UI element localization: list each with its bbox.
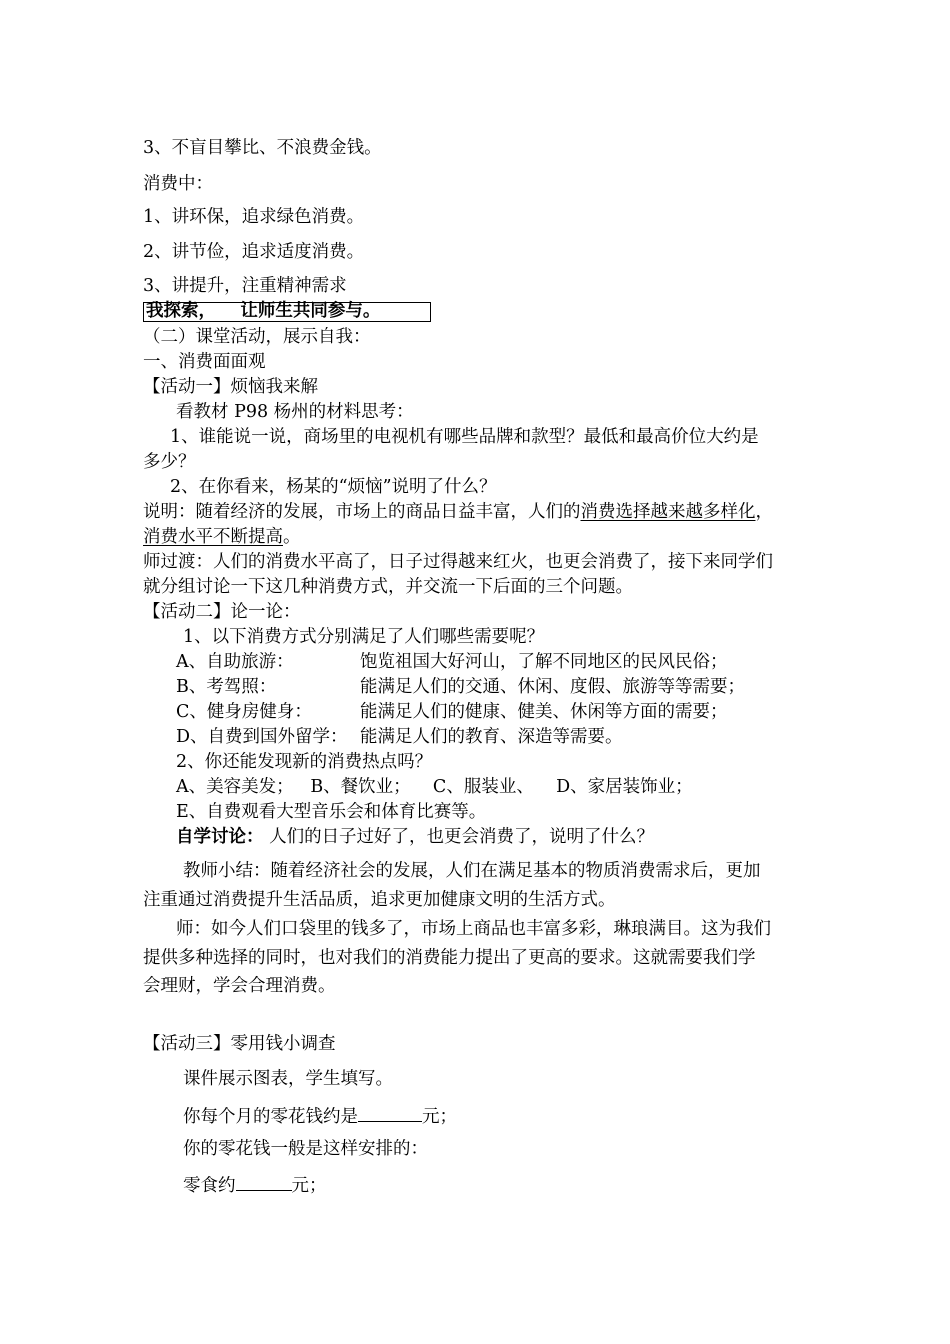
option-text: 能满足人们的教育、深造等需要。	[360, 727, 623, 747]
text-line: 提供多种选择的同时，也对我们的消费能力提出了更高的要求。这就需要我们学	[143, 948, 756, 968]
question-line: 多少？	[143, 452, 196, 472]
option-text: 能满足人们的健康、健美、休闲等方面的需要；	[360, 702, 728, 722]
text-line: 师过渡：人们的消费水平高了，日子过得越来红火，也更会消费了，接下来同学们	[143, 552, 773, 572]
text-line: 消费中：	[143, 174, 213, 194]
fill-in-text: 零食约	[183, 1176, 236, 1196]
option-label: C、健身房健身：	[176, 702, 312, 722]
option-label: D、自费到国外留学：	[176, 727, 348, 747]
text-line: 3、不盲目攀比、不浪费金钱。	[143, 138, 382, 158]
self-study-line	[176, 826, 654, 848]
option-label: B、考驾照：	[176, 677, 277, 697]
fill-in-line	[183, 1103, 457, 1128]
option-label: A、自助旅游：	[176, 652, 294, 672]
section-heading: 一、消费面面观	[143, 352, 266, 372]
question-line: 1、以下消费方式分别满足了人们哪些需要呢？	[183, 627, 545, 647]
explanation-line	[143, 501, 773, 523]
hotspot-line: A、美容美发； B、餐饮业； C、服装业、 D、家居装饰业；	[176, 777, 693, 797]
fill-in-text: 你每个月的零花钱约是	[183, 1107, 358, 1127]
punctuation: ，	[755, 502, 773, 522]
explore-heading: 我探索， 让师生共同参与。	[146, 301, 381, 321]
section-heading: （二）课堂活动，展示自我：	[143, 327, 371, 347]
text-line: 1、讲环保，追求绿色消费。	[143, 207, 365, 227]
text-line: 会理财，学会合理消费。	[143, 976, 336, 996]
explanation-text: 说明：随着经济的发展，市场上的商品日益丰富，人们的	[143, 502, 581, 522]
punctuation: 。	[283, 527, 301, 547]
blank-field[interactable]	[358, 1103, 422, 1122]
text-line: 你的零花钱一般是这样安排的：	[183, 1139, 428, 1159]
text-line: 看教材 P98 杨州的材料思考：	[176, 402, 414, 422]
option-text: 能满足人们的交通、休闲、度假、旅游等等需要；	[360, 677, 745, 697]
self-study-label: 自学讨论：	[176, 827, 264, 847]
activity-heading: 【活动二】论一论：	[143, 602, 301, 622]
question-line: 2、你还能发现新的消费热点吗？	[176, 752, 433, 772]
text-line: 2、讲节俭，追求适度消费。	[143, 242, 365, 262]
option-text: 饱览祖国大好河山，了解不同地区的民风民俗；	[360, 652, 728, 672]
text-line: 师：如今人们口袋里的钱多了，市场上商品也丰富多彩，琳琅满目。这为我们	[176, 919, 771, 939]
hotspot-line: E、自费观看大型音乐会和体育比赛等。	[176, 802, 487, 822]
fill-in-unit: 元；	[422, 1107, 457, 1127]
text-line: 3、讲提升，注重精神需求	[143, 276, 347, 296]
blank-field[interactable]	[236, 1172, 292, 1191]
activity-heading: 【活动三】零用钱小调查	[143, 1034, 336, 1054]
fill-in-line	[183, 1172, 327, 1197]
self-study-text: 人们的日子过好了，也更会消费了，说明了什么？	[263, 827, 655, 847]
activity-heading: 【活动一】烦恼我来解	[143, 377, 318, 397]
question-line: 1、谁能说一说，商场里的电视机有哪些品牌和款型？最低和最高价位大约是	[170, 427, 759, 447]
option-line	[176, 651, 294, 673]
underlined-text: 消费选择越来越多样化	[580, 502, 756, 522]
text-line: 就分组讨论一下这几种消费方式，并交流一下后面的三个问题。	[143, 577, 633, 597]
summary-line: 教师小结：随着经济社会的发展，人们在满足基本的物质消费需求后，更加	[183, 861, 761, 881]
fill-in-unit: 元；	[291, 1176, 327, 1196]
underlined-text: 消费水平不断提高	[143, 527, 283, 547]
summary-line: 注重通过消费提升生活品质，追求更加健康文明的生活方式。	[143, 890, 616, 910]
question-line: 2、在你看来，杨某的“烦恼”说明了什么？	[170, 477, 497, 497]
text-line: 课件展示图表，学生填写。	[183, 1069, 393, 1089]
explanation-line	[143, 526, 301, 548]
